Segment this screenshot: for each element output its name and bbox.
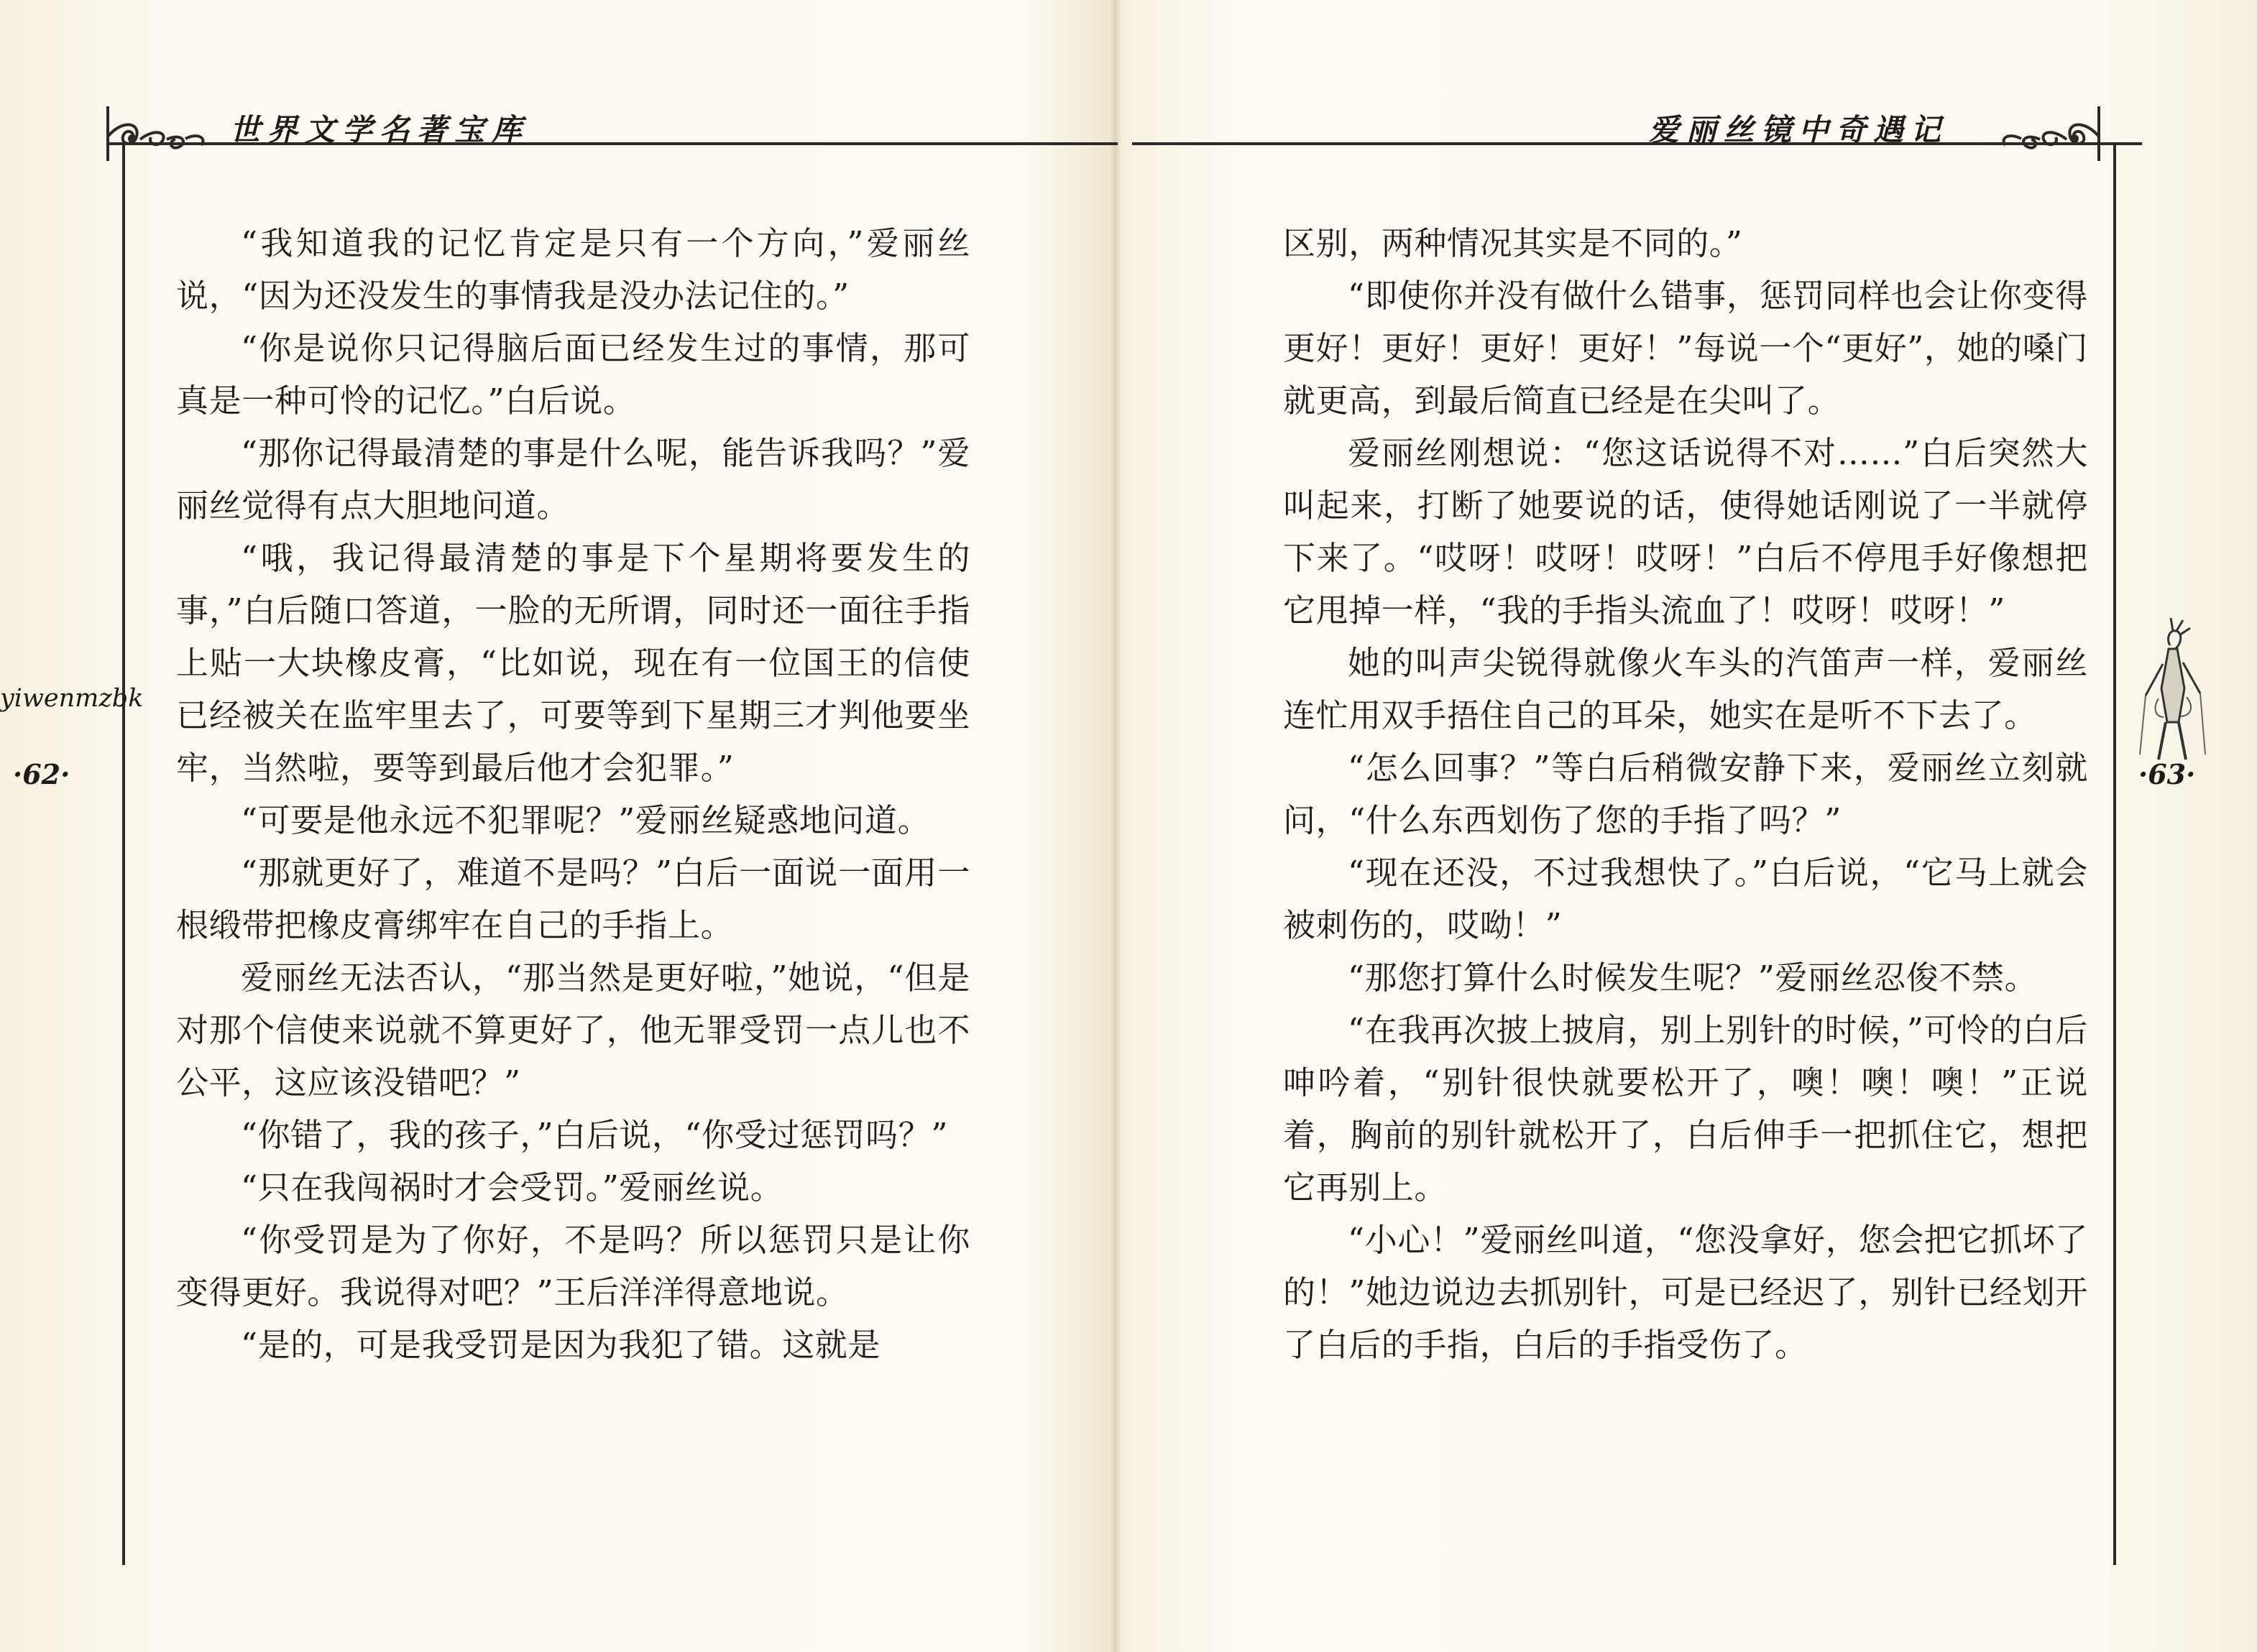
paragraph: “你是说你只记得脑后面已经发生过的事情，那可真是一种可怜的记忆。”白后说。 bbox=[176, 329, 970, 420]
header-ornament-icon bbox=[101, 98, 230, 166]
header-ornament-icon bbox=[1977, 98, 2106, 166]
right-text-block bbox=[1283, 217, 2088, 1371]
page-number: ·63· bbox=[2138, 758, 2196, 790]
paragraph: “现在还没，不过我想快了。”白后说，“它马上就会被刺伤的，哎呦！” bbox=[1283, 854, 2088, 944]
paragraph: “那您打算什么时候发生呢？”爱丽丝忍俊不禁。 bbox=[1348, 959, 2038, 997]
paragraph: “你受罚是为了你好，不是吗？所以惩罚只是让你变得更好。我说得对吧？”王后洋洋得意地说。 bbox=[176, 1221, 970, 1311]
paragraph: “怎么回事？”等白后稍微安静下来，爱丽丝立刻就问，“什么东西划伤了您的手指了吗？” bbox=[1283, 749, 2088, 839]
page-number: ·62· bbox=[13, 758, 70, 790]
paragraph: “你错了，我的孩子，”白后说，“你受过惩罚吗？” bbox=[241, 1116, 948, 1154]
paragraph: 区别，两种情况其实是不同的。” bbox=[1283, 224, 1743, 262]
marginal-note: yiwenmzbk bbox=[0, 684, 144, 713]
paragraph: 爱丽丝刚想说：“您这话说得不对……”白后突然大叫起来，打断了她要说的话，使得她话刚说了一半就停下来了。“哎呀！哎呀！哎呀！”白后不停甩手好像想把它甩掉一样，“我的手指头流血了！哎呀！哎呀！” bbox=[1283, 434, 2088, 629]
series-title: 世界文学名著宝库 bbox=[230, 112, 530, 147]
paragraph: “是的，可是我受罚是因为我犯了错。这就是 bbox=[241, 1326, 881, 1364]
paragraph: 她的叫声尖锐得就像火车头的汽笛声一样，爱丽丝连忙用双手捂住自己的耳朵，她实在是听不下去了。 bbox=[1283, 644, 2088, 734]
paragraph: “那就更好了，难道不是吗？”白后一面说一面用一根缎带把橡皮膏绑牢在自己的手指上。 bbox=[176, 854, 970, 944]
paragraph: “那你记得最清楚的事是什么呢，能告诉我吗？”爱丽丝觉得有点大胆地问道。 bbox=[176, 434, 970, 525]
paragraph: “我知道我的记忆肯定是只有一个方向，”爱丽丝说，“因为还没发生的事情我是没办法记住的。” bbox=[176, 224, 970, 315]
right-page bbox=[1128, 0, 2257, 1652]
paragraph: “哦，我记得最清楚的事是下个星期将要发生的事，”白后随口答道，一脸的无所谓，同时还一面往手指上贴一大块橡皮膏，“比如说，现在有一位国王的信使已经被关在监牢里去了，可要等到下星期三才判他要坐牢，当然啦，要等到最后他才会犯罪。” bbox=[176, 539, 970, 787]
left-page bbox=[0, 0, 1128, 1652]
knight-figure-icon bbox=[2131, 618, 2210, 769]
paragraph: “小心！”爱丽丝叫道，“您没拿好，您会把它抓坏了的！”她边说边去抓别针，可是已经迟了，别针已经划开了白后的手指，白后的手指受伤了。 bbox=[1283, 1221, 2088, 1364]
side-rule bbox=[2113, 142, 2116, 1565]
paragraph: “即使你并没有做什么错事，惩罚同样也会让你变得更好！更好！更好！更好！”每说一个“更好”，她的嗓门就更高，到最后简直已经是在尖叫了。 bbox=[1283, 277, 2088, 420]
paragraph: “只在我闯祸时才会受罚。”爱丽丝说。 bbox=[241, 1168, 783, 1206]
paragraph: 爱丽丝无法否认，“那当然是更好啦，”她说，“但是对那个信使来说就不算更好了，他无罪受罚一点儿也不公平，这应该没错吧？” bbox=[176, 959, 970, 1102]
book-title: 爱丽丝镜中奇遇记 bbox=[1648, 112, 1948, 147]
paragraph: “在我再次披上披肩，别上别针的时候，”可怜的白后呻吟着，“别针很快就要松开了，噢！噢！噢！”正说着，胸前的别针就松开了，白后伸手一把抓住它，想把它再别上。 bbox=[1283, 1011, 2088, 1206]
side-rule bbox=[122, 142, 125, 1565]
paragraph: “可要是他永远不犯罪呢？”爱丽丝疑惑地问道。 bbox=[241, 801, 931, 839]
left-text-block bbox=[176, 217, 970, 1371]
